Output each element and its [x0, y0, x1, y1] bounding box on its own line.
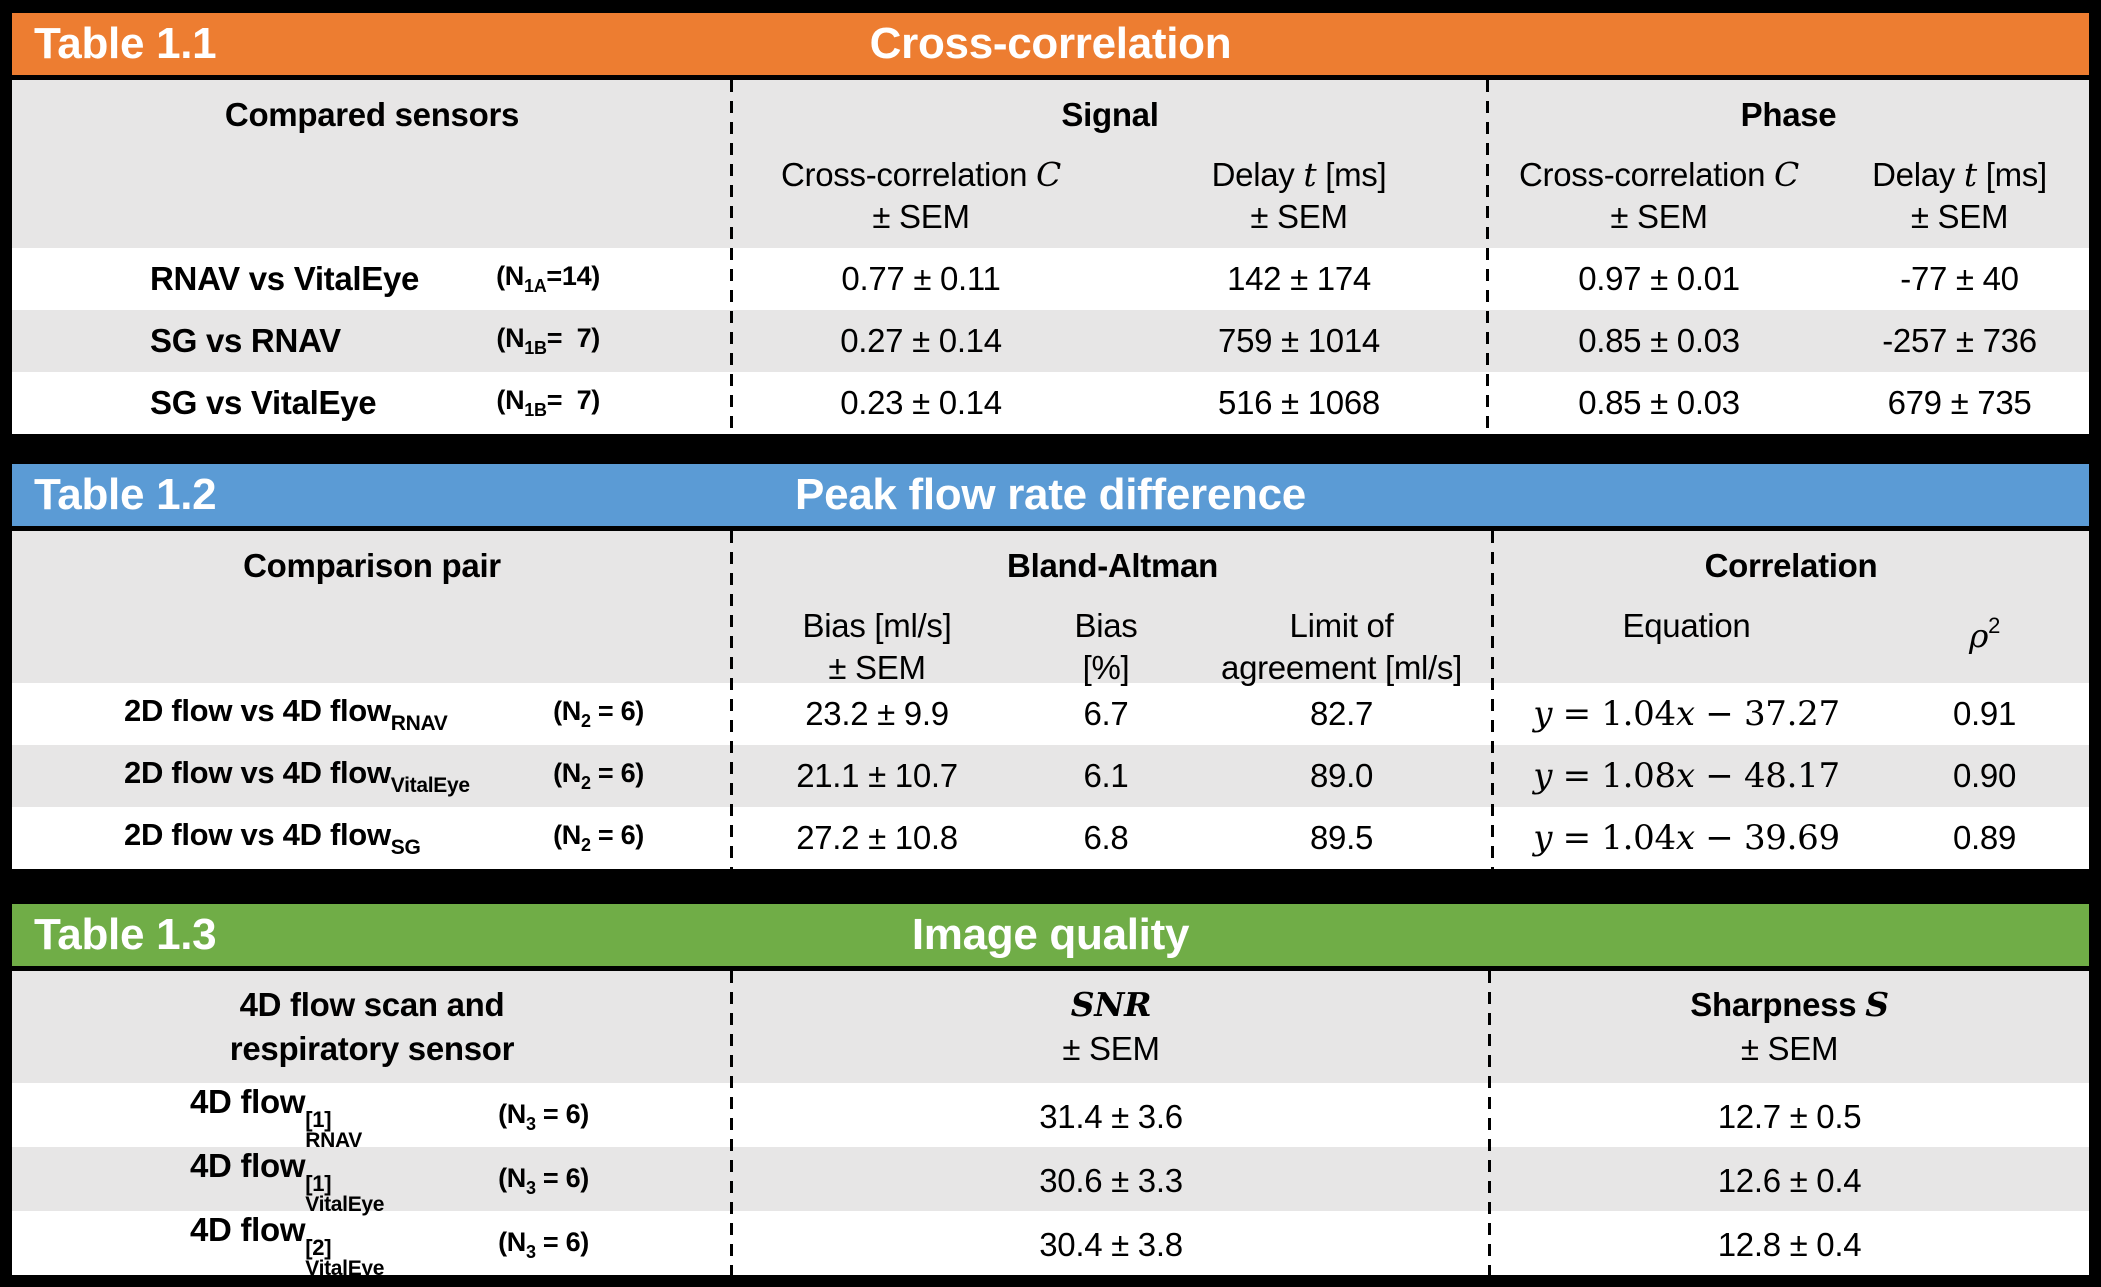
cell-value: 0.85 ± 0.03	[1578, 384, 1740, 421]
var-C: C	[1036, 155, 1061, 194]
cell-value: 6.1	[1083, 757, 1129, 794]
table-1-1-label: Table 1.1	[34, 19, 217, 68]
cell-value: 0.91	[1952, 695, 2017, 732]
table-1-3-title-bar	[12, 904, 2089, 966]
var-t: t	[1303, 155, 1317, 194]
column-divider-dashed	[730, 531, 733, 869]
cell-value: 0.27 ± 0.14	[840, 322, 1002, 359]
table-1-3-label: Table 1.3	[34, 910, 217, 959]
header-group-signal: Signal	[1061, 96, 1159, 133]
header-equation: Equation	[1622, 607, 1751, 644]
var-C: C	[1774, 155, 1799, 194]
cell-value: 30.6 ± 3.3	[1039, 1161, 1183, 1199]
table-1-2	[12, 464, 2089, 869]
header-phase-crosscorr: Cross-correlation C ± SEM	[1519, 155, 1799, 235]
cell-value: 0.89	[1952, 819, 2017, 856]
cell-value: 12.7 ± 0.5	[1717, 1097, 1862, 1135]
header-group-phase: Phase	[1740, 96, 1837, 133]
table-1-3	[12, 904, 2089, 1280]
header-group-bland-altman: Bland-Altman	[1007, 547, 1218, 584]
cell-value: 0.90	[1952, 757, 2017, 794]
cell-value: 679 ± 735	[1887, 384, 2032, 421]
cell-value: 89.5	[1309, 819, 1374, 856]
row-label: SG vs VitalEye $(N_{1B}= 7)$	[150, 384, 600, 421]
table-1-1	[12, 13, 2089, 434]
table-1-1-body	[12, 80, 2089, 434]
table-row	[12, 1083, 2089, 1152]
table-1-1-title: Cross-correlation	[869, 19, 1232, 68]
cell-value: 0.85 ± 0.03	[1578, 322, 1740, 359]
cell-value: 6.7	[1083, 695, 1129, 732]
cell-value: 759 ± 1014	[1218, 322, 1380, 359]
cell-equation: y = 1.04x − 39.69	[1533, 818, 1840, 858]
header-comparison-pair: Comparison pair	[243, 547, 501, 584]
cell-value: 31.4 ± 3.6	[1039, 1097, 1183, 1135]
header-phase-delay: Delay t [ms] ± SEM	[1872, 155, 2047, 235]
cell-value: 21.1 ± 10.7	[796, 757, 958, 794]
cell-value: -257 ± 736	[1882, 322, 2037, 359]
cell-value: 27.2 ± 10.8	[796, 819, 958, 856]
header-rho-squared: $\rho^2$	[1968, 613, 2001, 655]
table-1-3-body	[12, 971, 2089, 1280]
cell-value: 89.0	[1309, 757, 1374, 794]
table-1-2-title: Peak flow rate difference	[795, 470, 1306, 519]
table-row	[12, 745, 2089, 807]
table-row	[12, 683, 2089, 745]
header-scan-sensor: 4D flow scan and respiratory sensor	[229, 986, 515, 1067]
var-t: t	[1963, 155, 1977, 194]
table-1-3-header	[12, 971, 2089, 1083]
cell-equation: y = 1.08x − 48.17	[1533, 756, 1840, 796]
row-label: 4D flow [1] RNAV $(N_3 = 6)$	[190, 1083, 589, 1152]
column-divider-dashed	[1491, 531, 1494, 869]
header-bias-mls: Bias [ml/s] ± SEM	[802, 607, 952, 686]
cell-value: 0.23 ± 0.14	[840, 384, 1002, 421]
cell-value: 12.6 ± 0.4	[1717, 1161, 1862, 1199]
var-S: S	[1865, 985, 1889, 1024]
cell-value: 12.8 ± 0.4	[1717, 1225, 1862, 1263]
table-1-1-title-bar	[12, 13, 2089, 75]
header-snr: SNR ± SEM	[1062, 985, 1160, 1067]
table-row	[12, 1211, 2089, 1280]
table-1-3-title: Image quality	[911, 910, 1190, 959]
cell-equation: y = 1.04x − 37.27	[1533, 694, 1840, 734]
header-signal-delay: Delay t [ms] ± SEM	[1211, 155, 1387, 235]
column-divider-dashed	[1486, 80, 1489, 434]
table-row	[12, 248, 2089, 310]
cell-value: 0.77 ± 0.11	[841, 260, 1001, 297]
table-1-2-header	[12, 531, 2089, 686]
header-compared-sensors: Compared sensors	[224, 96, 520, 133]
header-group-correlation: Correlation	[1704, 547, 1878, 584]
row-label: SG vs RNAV $(N_{1B}= 7)$	[150, 322, 600, 359]
row-label: RNAV vs VitalEye $(N_{1A}=14)$	[150, 260, 600, 297]
table-row	[12, 372, 2089, 434]
cell-value: 142 ± 174	[1227, 260, 1371, 297]
row-label: 2D flow vs 4D flow$_{SG}$ $(N_2 = 6)$	[124, 816, 644, 859]
column-divider-dashed	[730, 971, 733, 1275]
header-signal-crosscorr: Cross-correlation C ± SEM	[781, 155, 1061, 235]
row-label: 2D flow vs 4D flow$_{VitalEye}$ $(N_2 = 6)$	[124, 754, 644, 797]
row-label: 4D flow [2] VitalEye $(N_3 = 6)$	[190, 1211, 589, 1280]
cell-value: 516 ± 1068	[1218, 384, 1380, 421]
row-label: 4D flow [1] VitalEye $(N_3 = 6)$	[190, 1147, 589, 1216]
cell-value: 6.8	[1083, 819, 1129, 856]
column-divider-dashed	[1488, 971, 1491, 1275]
header-sharpness: Sharpness S ± SEM	[1690, 985, 1889, 1067]
row-label: 2D flow vs 4D flow$_{RNAV}$ $(N_2 = 6)$	[124, 692, 644, 735]
table-1-2-title-bar	[12, 464, 2089, 526]
table-row	[12, 1147, 2089, 1216]
table-1-1-header	[12, 80, 2089, 248]
header-bias-pct: Bias [%]	[1074, 607, 1138, 686]
table-row	[12, 310, 2089, 372]
cell-value: 0.97 ± 0.01	[1578, 260, 1740, 297]
table-row	[12, 807, 2089, 869]
header-limit-agreement: Limit of agreement [ml/s]	[1221, 607, 1462, 686]
cell-value: 30.4 ± 3.8	[1039, 1225, 1183, 1263]
cell-value: -77 ± 40	[1900, 260, 2019, 297]
table-1-2-body	[12, 531, 2089, 869]
table-1-2-label: Table 1.2	[34, 470, 217, 519]
column-divider-dashed	[730, 80, 733, 434]
cell-value: 82.7	[1309, 695, 1374, 732]
cell-value: 23.2 ± 9.9	[805, 695, 949, 732]
